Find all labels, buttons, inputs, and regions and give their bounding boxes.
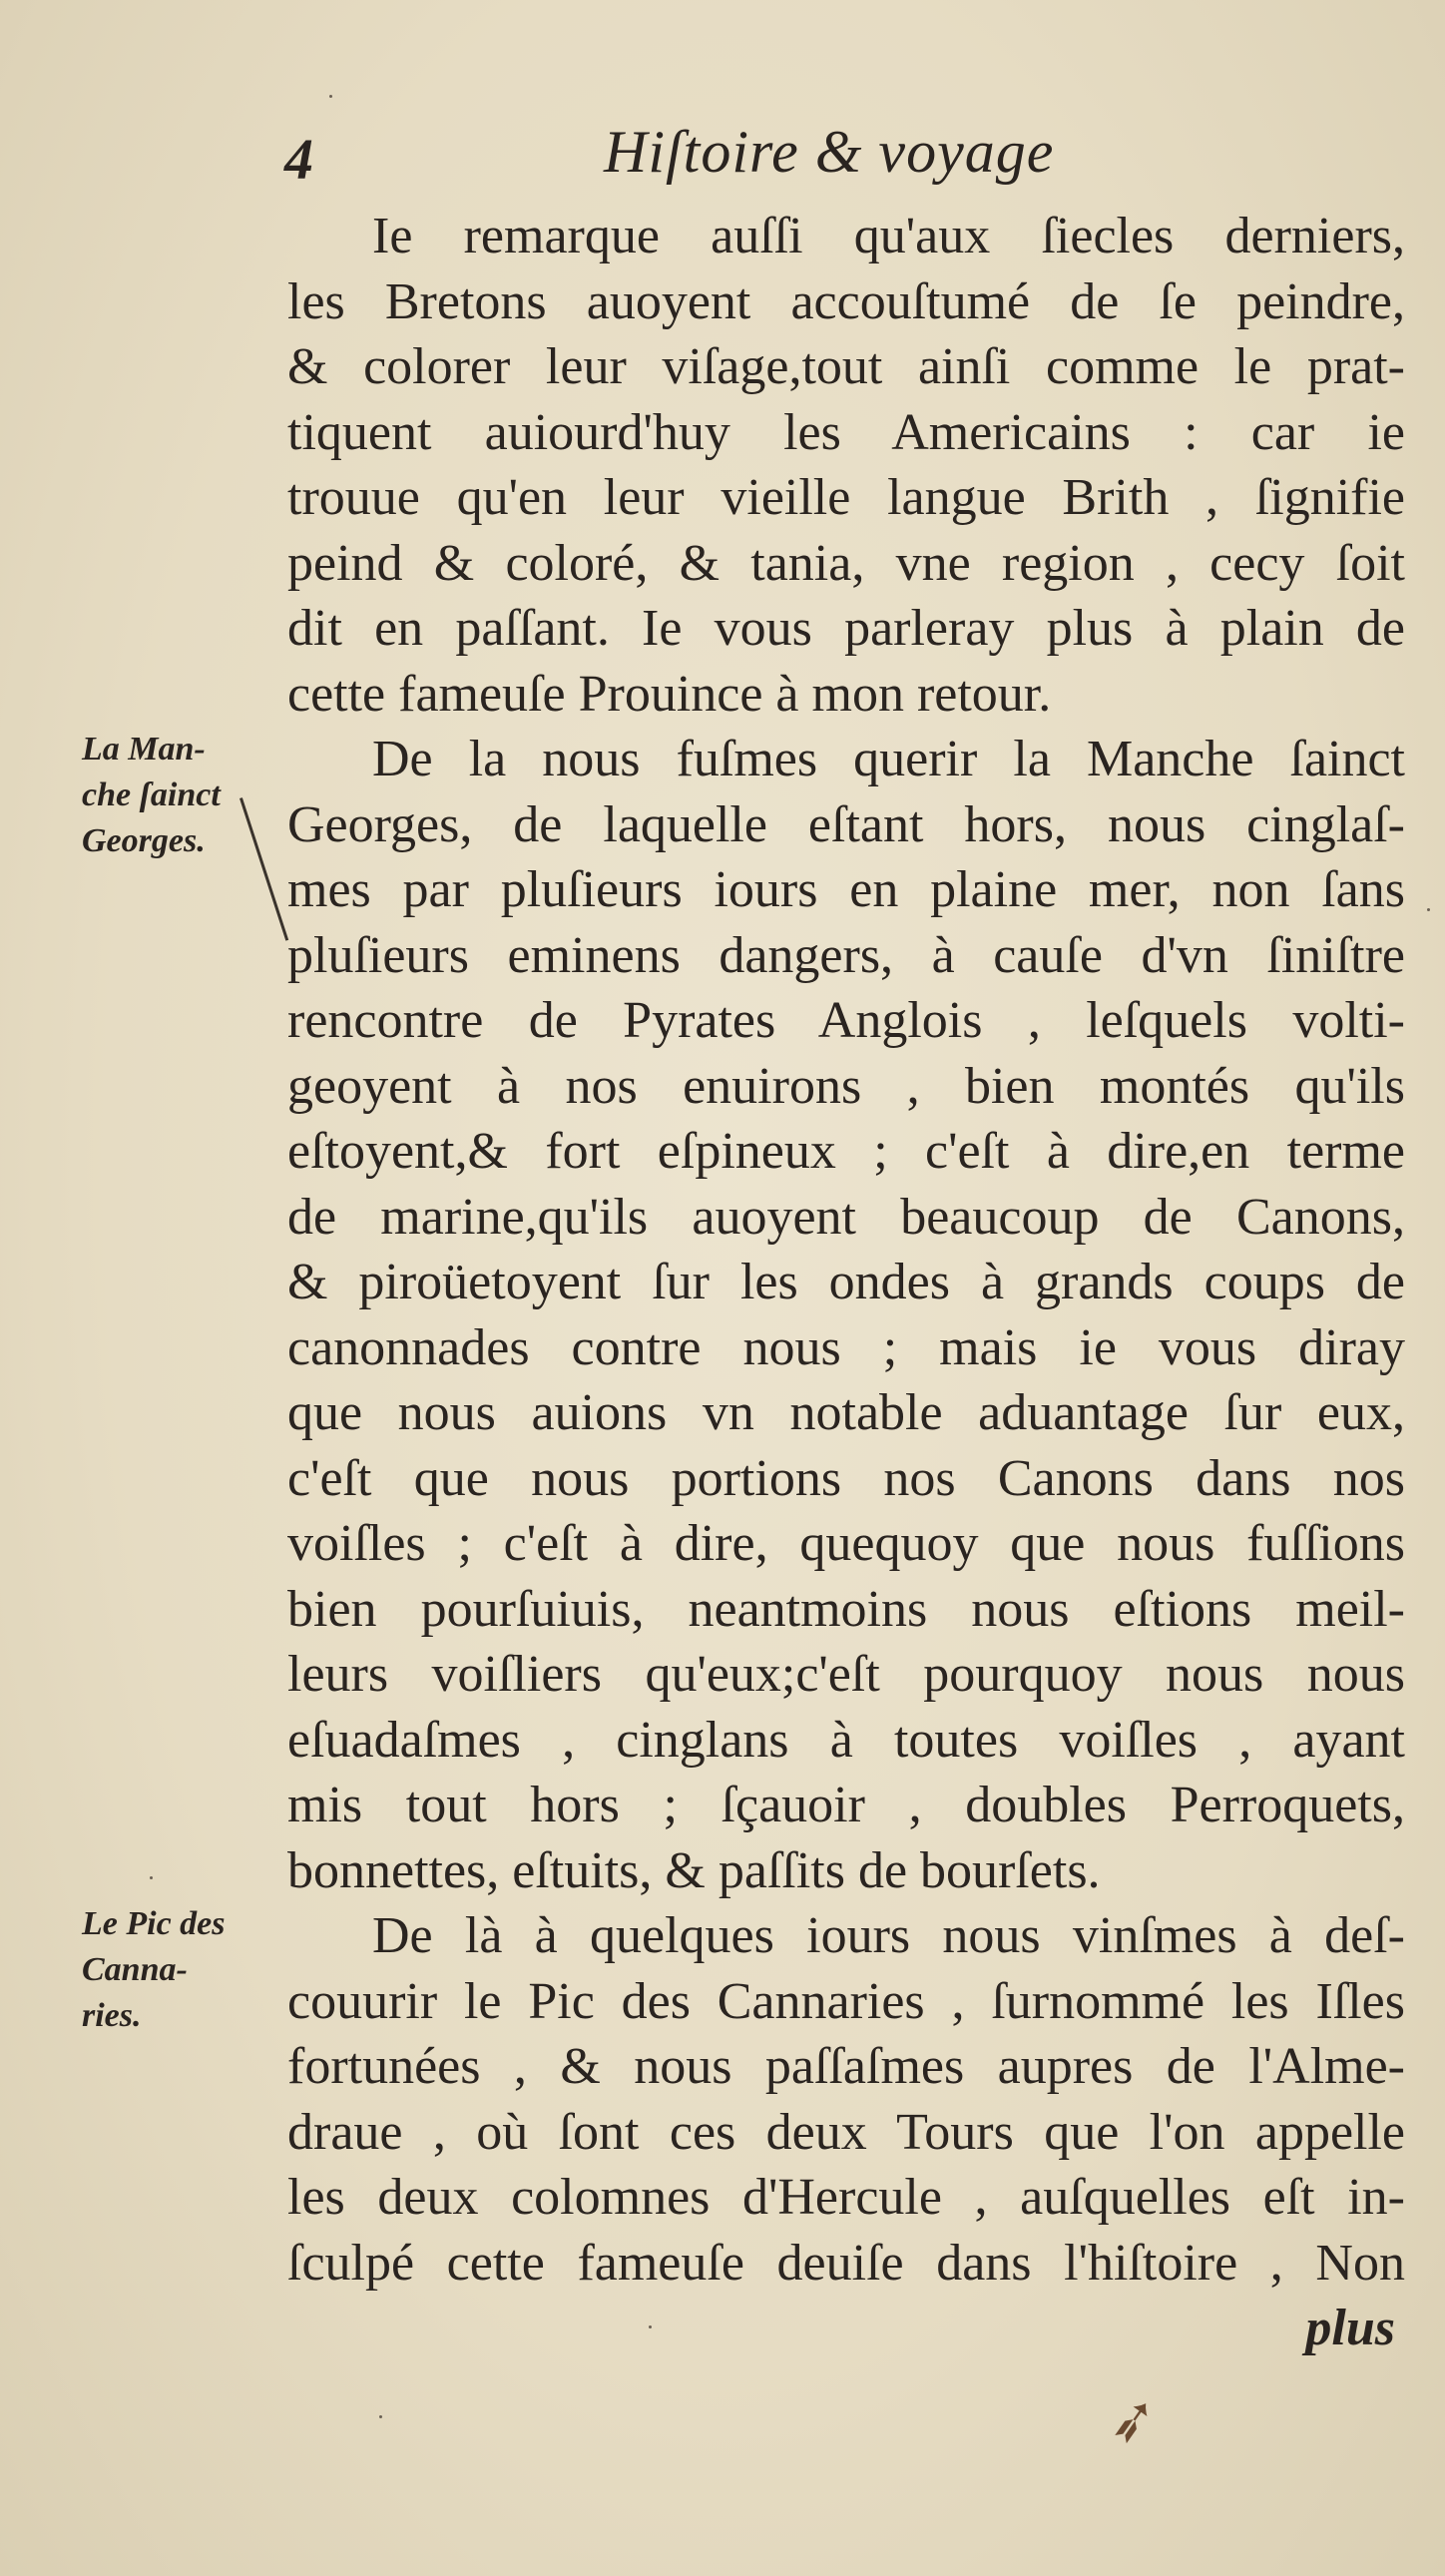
- text-line: eſtoyent,& fort eſpineux ; c'eſt à dire,en terme: [287, 1123, 1405, 1180]
- paper-speck: [150, 1876, 153, 1879]
- text-line: geoyent à nos enuirons , bien montés qu'ils: [287, 1057, 1405, 1115]
- page-number: 4: [284, 127, 313, 192]
- text-line: mis tout hors ; ſçauoir , doubles Perroquets,: [287, 1777, 1405, 1833]
- margin-note-line: ries.: [82, 1997, 142, 2034]
- text-line: fortunées , & nous paſſaſmes aupres de l'Alme-: [287, 2038, 1405, 2095]
- text-line: les Bretons auoyent accouſtumé de ſe peindre,: [287, 272, 1405, 330]
- text-line: ſculpé cette fameuſe deuiſe dans l'hiſtoire , Non: [287, 2234, 1405, 2292]
- text-line: pluſieurs eminens dangers, à cauſe d'vn ſiniſtre: [287, 926, 1405, 984]
- margin-note-line: Georges.: [82, 822, 206, 859]
- catchword: plus: [1305, 2300, 1395, 2356]
- text-line: rencontre de Pyrates Anglois , leſquels volti-: [287, 992, 1405, 1049]
- text-line: leurs voiſliers qu'eux;c'eſt pourquoy nous nous: [287, 1646, 1405, 1703]
- text-line: & piroüetoyent ſur les ondes à grands coups de: [287, 1254, 1405, 1310]
- paper-speck: [379, 2415, 382, 2418]
- ink-mark-ornament: ➶: [1102, 2383, 1164, 2457]
- paper-speck: [649, 2325, 652, 2328]
- paper-speck: [329, 95, 332, 98]
- text-line: Ie remarque auſſi qu'aux ſiecles derniers,: [372, 208, 1405, 264]
- text-line: que nous auions vn notable aduantage ſur eux,: [287, 1384, 1405, 1441]
- margin-note-line: La Man-: [82, 731, 206, 768]
- text-line: De la nous fuſmes querir la Manche ſainct: [372, 731, 1405, 787]
- text-line: De là à quelques iours nous vinſmes à deſ-: [372, 1907, 1405, 1964]
- paper-speck: [1427, 908, 1430, 911]
- running-title: Hiſtoire & voyage: [604, 119, 1055, 185]
- margin-note-line: che ſainct: [82, 776, 221, 813]
- text-line: mes par pluſieurs iours en plaine mer, non ſans: [287, 861, 1405, 918]
- text-line: peind & coloré, & tania, vne region , cecy ſoit: [287, 534, 1405, 592]
- margin-note-pic: [82, 1901, 281, 2039]
- text-line: dit en paſſant. Ie vous parleray plus à plain de: [287, 600, 1405, 657]
- margin-note-line: Le Pic des: [82, 1905, 226, 1942]
- text-line: canonnades contre nous ; mais ie vous diray: [287, 1318, 1405, 1376]
- text-line: couurir le Pic des Cannaries , ſurnommé les Iſles: [287, 1972, 1405, 2030]
- text-line: de marine,qu'ils auoyent beaucoup de Canons,: [287, 1188, 1405, 1246]
- text-line: eſuadaſmes , cinglans à toutes voiſles , ayant: [287, 1711, 1405, 1769]
- text-line: c'eſt que nous portions nos Canons dans nos: [287, 1449, 1405, 1507]
- text-line: cette fameuſe Prouince à mon retour.: [287, 665, 1052, 723]
- text-line: Georges, de laquelle eſtant hors, nous cinglaſ-: [287, 795, 1405, 853]
- text-line: bien pourſuiuis, neantmoins nous eſtions meil-: [287, 1580, 1405, 1638]
- text-line: trouue qu'en leur vieille langue Brith , ſignifie: [287, 469, 1405, 526]
- page-header: [0, 118, 1445, 208]
- text-line: draue , où ſont ces deux Tours que l'on appelle: [287, 2103, 1405, 2161]
- text-line: bonnettes, eſtuits, & paſſits de bourſets.: [287, 1841, 1101, 1899]
- margin-note-line: Canna-: [82, 1951, 188, 1988]
- text-line: les deux colomnes d'Hercule , auſquelles eſt in-: [287, 2169, 1405, 2226]
- text-line: voiſles ; c'eſt à dire, quequoy que nous fuſſions: [287, 1515, 1405, 1572]
- margin-note-manche: [82, 727, 281, 864]
- text-line: tiquent auiourd'huy les Americains : car ie: [287, 403, 1405, 461]
- text-line: & colorer leur viſage,tout ainſi comme le prat-: [287, 338, 1405, 395]
- body-text: [287, 204, 1405, 2361]
